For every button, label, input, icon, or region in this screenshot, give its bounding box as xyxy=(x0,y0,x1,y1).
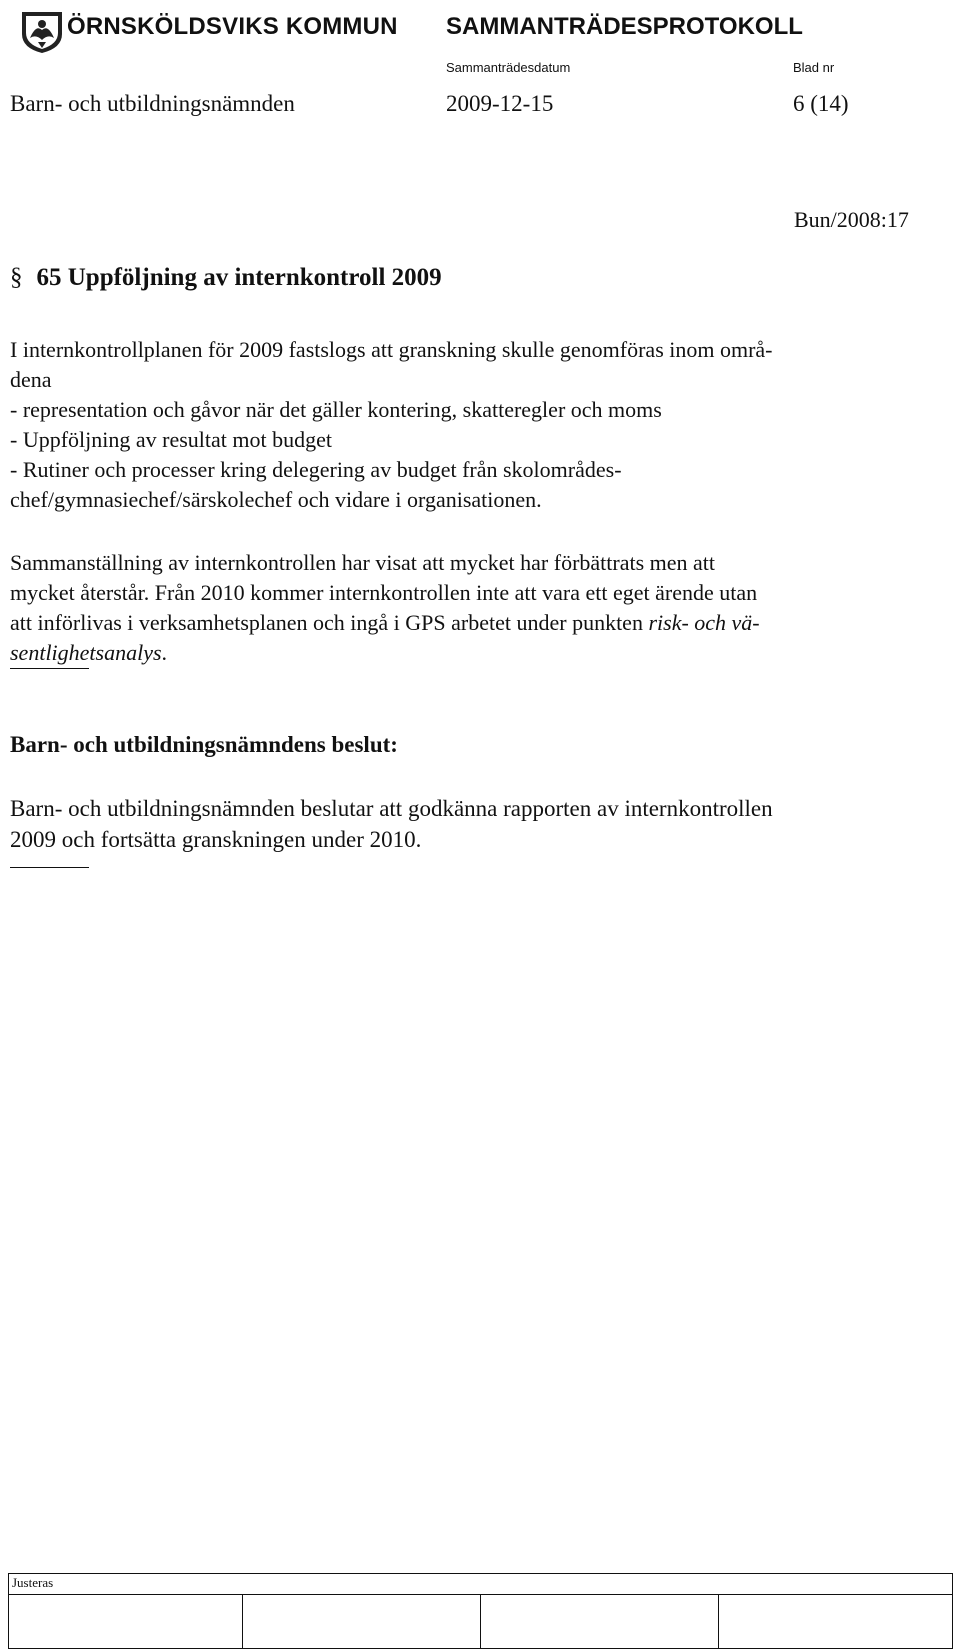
text-line: dena xyxy=(10,367,52,392)
page-number: 6 (14) xyxy=(793,91,849,116)
text-line: mycket återstår. Från 2010 kommer internkontrollen inte att vara ett eget ärende utan xyxy=(10,580,758,605)
signature-table xyxy=(8,1573,953,1649)
intro-paragraph xyxy=(10,335,773,515)
text-line: I internkontrollplanen för 2009 fastslogs att granskning skulle genomföras inom områ- xyxy=(10,337,773,362)
document-type: SAMMANTRÄDESPROTOKOLL xyxy=(446,13,803,40)
meeting-date: 2009-12-15 xyxy=(446,91,554,116)
organization-name: ÖRNSKÖLDSVIKS KOMMUN xyxy=(67,13,398,40)
section-heading xyxy=(10,264,442,292)
text-line: Barn- och utbildningsnämnden beslutar att godkänna rapporten av internkontrollen xyxy=(10,796,773,821)
decision-heading: Barn- och utbildningsnämndens beslut: xyxy=(10,732,398,757)
decision-paragraph xyxy=(10,793,773,855)
committee-name: Barn- och utbildningsnämnden xyxy=(10,91,295,116)
text-line: 2009 och fortsätta granskningen under 2010. xyxy=(10,827,422,852)
list-item: - Rutiner och processer kring delegering av budget från skolområdes- xyxy=(10,457,622,482)
coat-of-arms-icon xyxy=(18,8,66,54)
divider xyxy=(10,668,89,669)
reference-number: Bun/2008:17 xyxy=(794,207,909,232)
table-cell-divider xyxy=(480,1594,481,1648)
divider xyxy=(10,867,89,868)
list-item: - representation och gåvor när det gäller kontering, skatteregler och moms xyxy=(10,397,662,422)
italic-term: sentlighetsanalys xyxy=(10,640,162,665)
text-run: att införlivas i verksamhetsplanen och ingå i GPS arbetet under punkten xyxy=(10,610,649,635)
table-cell-divider xyxy=(242,1594,243,1648)
text-run: . xyxy=(161,640,168,665)
text-line xyxy=(10,638,760,668)
italic-term: risk- och vä- xyxy=(648,610,760,635)
signature-label: Justeras xyxy=(12,1575,54,1590)
text-line: chef/gymnasiechef/särskolechef och vidare i organisationen. xyxy=(10,487,542,512)
summary-paragraph xyxy=(10,548,760,668)
text-line xyxy=(10,608,760,638)
table-cell-divider xyxy=(718,1594,719,1648)
page-label: Blad nr xyxy=(793,60,835,75)
date-label: Sammanträdesdatum xyxy=(446,60,571,75)
text-line: Sammanställning av internkontrollen har visat att mycket har förbättrats men att xyxy=(10,550,716,575)
section-title: 65 Uppföljning av internkontroll 2009 xyxy=(36,264,442,291)
list-item: - Uppföljning av resultat mot budget xyxy=(10,427,332,452)
section-symbol: § xyxy=(10,264,23,291)
